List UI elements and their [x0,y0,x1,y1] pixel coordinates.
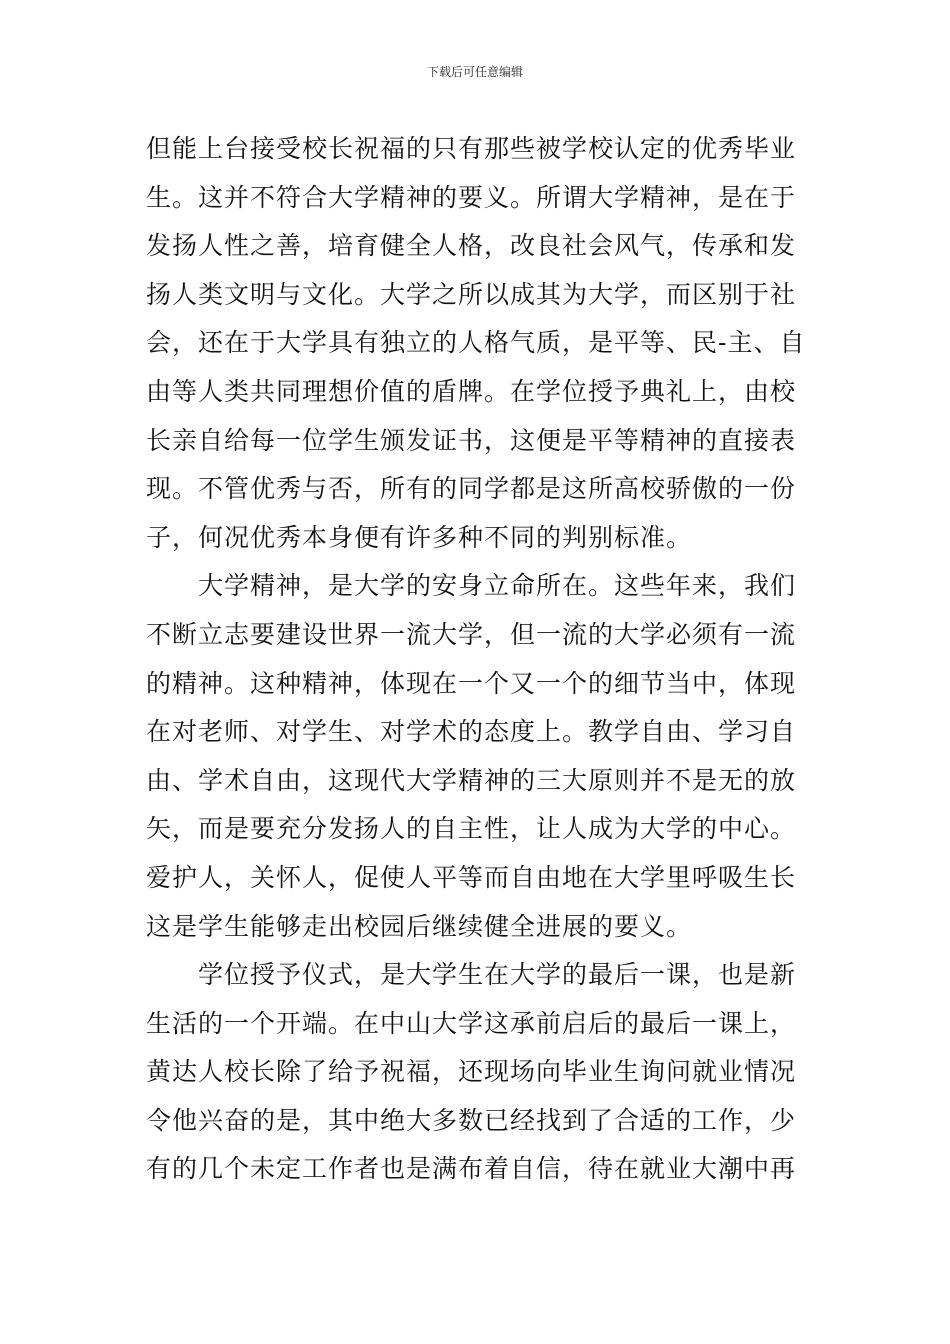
text-line: 现。不管优秀与否，所有的同学都是这所高校骄傲的一份 [146,474,797,504]
text-line: 由、学术自由，这现代大学精神的三大原则并不是无的放 [146,765,797,795]
text-line: 令他兴奋的是，其中绝大多数已经找到了合适的工作，少 [146,1105,797,1135]
paragraph-first-line: 学位授予仪式，是大学生在大学的最后一课，也是新 [198,960,797,990]
text-line: 扬人类文明与文化。大学之所以成其为大学，而区别于社 [146,279,797,309]
paragraph-first-line: 大学精神，是大学的安身立命所在。这些年来，我们 [198,571,797,601]
text-line: 长亲自给每一位学生颁发证书，这便是平等精神的直接表 [146,425,797,455]
document-body [146,125,806,1194]
text-line: 子，何况优秀本身便有许多种不同的判别标准。 [146,522,693,552]
text-line: 由等人类共同理想价值的盾牌。在学位授予典礼上，由校 [146,376,797,406]
page-header: 下载后可任意编辑 [426,65,523,79]
text-line: 有的几个未定工作者也是满布着自信，待在就业大潮中再 [146,1154,797,1184]
text-line: 但能上台接受校长祝福的只有那些被学校认定的优秀毕业 [146,134,797,163]
text-line: 不断立志要建设世界一流大学，但一流的大学必须有一流 [146,619,797,649]
text-line: 矢，而是要充分发扬人的自主性，让人成为大学的中心。 [146,814,797,844]
text-line: 会，还在于大学具有独立的人格气质，是平等、民-主、自 [146,328,806,358]
text-line: 发扬人性之善，培育健全人格，改良社会风气，传承和发 [146,231,797,261]
text-line: 的精神。这种精神，体现在一个又一个的细节当中，体现 [146,668,797,698]
text-line: 爱护人，关怀人，促使人平等而自由地在大学里呼吸生长 [146,862,797,892]
text-line: 黄达人校长除了给予祝福，还现场向毕业生询问就业情况 [146,1057,797,1087]
text-line: 这是学生能够走出校园后继续健全进展的要义。 [146,911,693,941]
text-line: 生活的一个开端。在中山大学这承前启后的最后一课上， [146,1008,797,1038]
text-line: 生。这并不符合大学精神的要义。所谓大学精神，是在于 [146,182,797,212]
text-line: 在对老师、对学生、对学术的态度上。教学自由、学习自 [146,717,797,747]
